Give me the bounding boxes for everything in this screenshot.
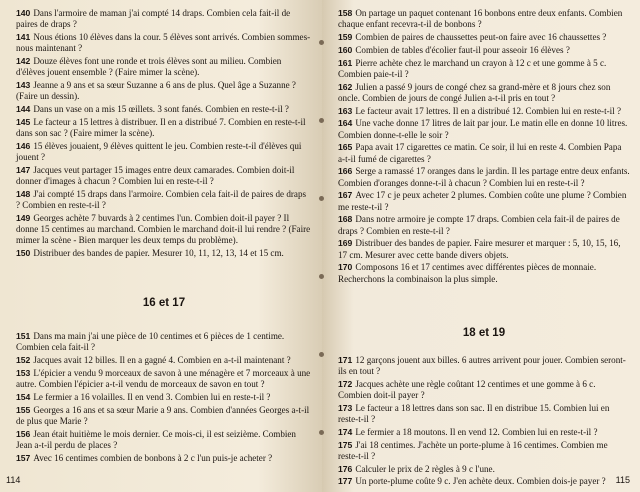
page-number-right: 115 bbox=[615, 475, 630, 485]
problem-text: Le facteur a 15 lettres à distribuer. Il en a distribué 7. Combien en reste-t-il dans son sac ? (Faire mimer la scène). bbox=[16, 116, 306, 138]
right-problems-top bbox=[338, 8, 630, 285]
problem-text: Une vache donne 17 litres de lait par jour. Le matin elle en donne 10 litres. Combien donne-t-elle le soir ? bbox=[338, 118, 628, 140]
problem-number: 169 bbox=[338, 238, 353, 249]
problem-151 bbox=[16, 331, 312, 353]
right-page bbox=[322, 0, 640, 492]
problem-140 bbox=[16, 8, 312, 30]
problem-text: Julien a passé 9 jours de congé chez sa grand-mère et 8 jours chez son oncle. Combien de jours de congé Julien a-t-il pris en tout ? bbox=[338, 81, 611, 103]
problem-text: Jacques achète une règle coûtant 12 centimes et une gomme à 6 c. Combien doit-il payer ? bbox=[338, 378, 596, 400]
problem-number: 142 bbox=[16, 56, 31, 66]
problem-number: 140 bbox=[16, 8, 31, 18]
problem-number: 144 bbox=[16, 104, 31, 114]
problem-text: Dans notre armoire je compte 17 draps. Combien cela fait-il de paires de draps ? Combien en reste-t-il ? bbox=[338, 214, 620, 236]
problem-text: Le facteur a 18 lettres dans son sac. Il en distribue 15. Combien lui en reste-t-il ? bbox=[338, 402, 610, 424]
problem-147 bbox=[16, 165, 312, 187]
problem-142 bbox=[16, 56, 312, 78]
problem-144 bbox=[16, 104, 312, 115]
stitch-hole bbox=[319, 352, 324, 357]
problem-149 bbox=[16, 213, 312, 247]
problem-166 bbox=[338, 166, 630, 188]
problem-text: Avec 17 c je peux acheter 2 plumes. Combien coûte une plume ? Combien me reste-t-il ? bbox=[338, 190, 627, 212]
stitch-hole bbox=[319, 430, 324, 435]
section-title-18-19: 18 et 19 bbox=[462, 326, 506, 339]
problem-number: 159 bbox=[338, 32, 353, 42]
problem-text: Le fermier a 16 volailles. Il en vend 3. Combien lui en reste-t-il ? bbox=[33, 392, 271, 402]
problem-165 bbox=[338, 142, 630, 164]
stitch-hole bbox=[319, 118, 324, 123]
problem-text: J'ai compté 15 draps dans l'armoire. Combien cela fait-il de paires de draps ? Combien en reste-t-il ? bbox=[16, 188, 307, 210]
problem-number: 161 bbox=[338, 57, 353, 68]
problem-text: Dans un vase on a mis 15 œillets. 3 sont fanés. Combien en reste-t-il ? bbox=[33, 104, 289, 114]
problem-number: 143 bbox=[16, 80, 31, 90]
problem-number: 163 bbox=[338, 105, 353, 116]
problem-164 bbox=[338, 118, 630, 140]
problem-text: Dans l'armoire de maman j'ai compté 14 draps. Combien cela fait-il de paires de draps ? bbox=[16, 8, 291, 30]
problem-157 bbox=[16, 453, 312, 464]
problem-number: 165 bbox=[338, 142, 353, 153]
problem-167 bbox=[338, 190, 630, 212]
problem-number: 154 bbox=[16, 392, 31, 402]
problem-text: Combien de tables d'écolier faut-il pour asseoir 16 élèves ? bbox=[355, 44, 570, 55]
problem-number: 158 bbox=[338, 8, 353, 18]
problem-text: Papa avait 17 cigarettes ce matin. Ce soir, il lui en reste 4. Combien Papa a-t-il fumé de cigarettes ? bbox=[338, 142, 622, 164]
problem-number: 148 bbox=[16, 188, 31, 199]
problem-number: 164 bbox=[338, 118, 353, 129]
problem-154 bbox=[16, 392, 312, 403]
left-problems-top bbox=[16, 8, 312, 259]
problem-177 bbox=[338, 476, 630, 487]
problem-text: Pierre achète chez le marchand un crayon à 12 c et une gomme à 5 c. Combien paie-t-il ? bbox=[338, 57, 607, 79]
problem-number: 168 bbox=[338, 214, 353, 225]
problem-number: 160 bbox=[338, 44, 353, 55]
problem-text: Distribuer des bandes de papier. Mesurer 10, 11, 12, 13, 14 et 15 cm. bbox=[33, 248, 284, 258]
problem-number: 155 bbox=[16, 404, 31, 415]
page-number-left: 114 bbox=[6, 475, 21, 485]
problem-173 bbox=[338, 403, 630, 425]
problem-text: L'épicier a vendu 9 morceaux de savon à une ménagère et 7 morceaux à une autre. Combien l'épicier a-t-il vendu de morceaux de savon en tout ? bbox=[16, 368, 311, 390]
problem-number: 166 bbox=[338, 166, 353, 177]
problem-169 bbox=[338, 238, 630, 260]
problem-150 bbox=[16, 248, 312, 259]
problem-text: Le fermier a 18 moutons. Il en vend 12. Combien lui en reste-t-il ? bbox=[355, 426, 598, 437]
problem-168 bbox=[338, 214, 630, 236]
problem-text: Combien de paires de chaussettes peut-on faire avec 16 chaussettes ? bbox=[355, 32, 607, 42]
problem-160 bbox=[338, 45, 630, 56]
problem-text: Georges achète 7 buvards à 2 centimes l'un. Combien doit-il payer ? Il donne 15 centimes au marchand. Combien le marchand doit-il lui rendre ? (Faire mimer la scène - Bien marquer les deux temps du problème). bbox=[16, 212, 311, 246]
section-title-16-17: 16 et 17 bbox=[142, 297, 186, 310]
problem-141 bbox=[16, 32, 312, 54]
stitch-hole bbox=[319, 274, 324, 279]
problem-text: Jeanne a 9 ans et sa sœur Suzanne a 6 ans de plus. Quel âge a Suzanne ? (Faire un dessin). bbox=[16, 80, 296, 102]
stitch-hole bbox=[319, 40, 324, 45]
problem-text: J'ai 18 centimes. J'achète un porte-plume à 16 centimes. Combien me reste-t-il ? bbox=[338, 439, 608, 461]
problem-172 bbox=[338, 379, 630, 401]
problem-163 bbox=[338, 106, 630, 117]
problem-number: 156 bbox=[16, 428, 31, 439]
problem-148 bbox=[16, 189, 312, 211]
problem-text: Avec 16 centimes combien de bonbons à 2 c l'un puis-je acheter ? bbox=[33, 452, 273, 463]
problem-text: On partage un paquet contenant 16 bonbons entre deux enfants. Combien chaque enfant recevra-t-il de bonbons ? bbox=[338, 8, 623, 30]
problem-152 bbox=[16, 355, 312, 366]
problem-text: Calculer le prix de 2 règles à 9 c l'une. bbox=[355, 463, 495, 474]
problem-text: Douze élèves font une ronde et trois élèves sont au milieu. Combien d'élèves jouent ensemble ? (Faire mimer la scène). bbox=[16, 56, 282, 78]
problem-155 bbox=[16, 405, 312, 427]
problem-number: 151 bbox=[16, 331, 31, 342]
problem-number: 172 bbox=[338, 378, 353, 389]
problem-number: 173 bbox=[338, 402, 353, 413]
problem-number: 147 bbox=[16, 164, 31, 175]
problem-number: 162 bbox=[338, 81, 353, 92]
problem-number: 141 bbox=[16, 32, 31, 42]
problem-number: 167 bbox=[338, 190, 353, 201]
problem-number: 149 bbox=[16, 212, 31, 223]
problem-number: 157 bbox=[16, 452, 31, 463]
left-problems-bottom bbox=[16, 331, 312, 464]
problem-text: Serge a ramassé 17 oranges dans le jardin. Il les partage entre deux enfants. Combien d'oranges donne-t-il à chacun ? Combien lui en reste-t-il ? bbox=[338, 166, 630, 188]
problem-145 bbox=[16, 117, 312, 139]
problem-175 bbox=[338, 440, 630, 462]
problem-143 bbox=[16, 80, 312, 102]
problem-158 bbox=[338, 8, 630, 30]
right-problems-bottom bbox=[338, 355, 630, 488]
problem-text: 12 garçons jouent aux billes. 6 autres arrivent pour jouer. Combien seront-ils en tout ? bbox=[338, 354, 626, 376]
problem-text: Georges a 16 ans et sa sœur Marie a 9 ans. Combien d'années Georges a-t-il de plus que Marie ? bbox=[16, 404, 310, 426]
problem-text: Jacques veut partager 15 images entre deux camarades. Combien doit-il donner d'images à chacun ? Combien lui en reste-t-il ? bbox=[16, 164, 295, 186]
problem-number: 145 bbox=[16, 116, 31, 127]
problem-176 bbox=[338, 464, 630, 475]
problem-number: 152 bbox=[16, 355, 31, 366]
problem-171 bbox=[338, 355, 630, 377]
problem-number: 150 bbox=[16, 248, 31, 258]
problem-159 bbox=[338, 32, 630, 43]
problem-156 bbox=[16, 429, 312, 451]
problem-146 bbox=[16, 141, 312, 163]
problem-number: 171 bbox=[338, 354, 353, 365]
problem-text: Composons 16 et 17 centimes avec différentes pièces de monnaie. Recherchons la combinaison la plus simple. bbox=[338, 262, 597, 284]
stitch-hole bbox=[319, 196, 324, 201]
problem-162 bbox=[338, 82, 630, 104]
problem-170 bbox=[338, 262, 630, 284]
problem-text: Nous étions 10 élèves dans la cour. 5 élèves sont arrivés. Combien sommes-nous maintenant ? bbox=[16, 32, 311, 54]
problem-number: 176 bbox=[338, 463, 353, 474]
problem-number: 153 bbox=[16, 368, 31, 378]
problem-number: 175 bbox=[338, 439, 353, 450]
problem-number: 170 bbox=[338, 262, 353, 273]
problem-number: 177 bbox=[338, 476, 353, 487]
problem-number: 146 bbox=[16, 140, 31, 151]
problem-174 bbox=[338, 427, 630, 438]
problem-text: Dans ma main j'ai une pièce de 10 centimes et 6 pièces de 1 centime. Combien cela fait-il ? bbox=[16, 331, 285, 353]
binding-stitch-holes bbox=[318, 0, 326, 492]
problem-text: Un porte-plume coûte 9 c. J'en achète deux. Combien dois-je payer ? bbox=[355, 476, 606, 487]
problem-number: 174 bbox=[338, 426, 353, 437]
problem-text: Jean était huitième le mois dernier. Ce mois-ci, il est seizième. Combien Jean a-t-il perdu de places ? bbox=[16, 428, 296, 450]
problem-text: Jacques avait 12 billes. Il en a gagné 4. Combien en a-t-il maintenant ? bbox=[33, 355, 291, 366]
problem-153 bbox=[16, 368, 312, 390]
problem-161 bbox=[338, 58, 630, 80]
problem-text: Distribuer des bandes de papier. Faire mesurer et marquer : 5, 10, 15, 16, 17 cm. Mesurer avec cette bande divers objets. bbox=[338, 238, 621, 260]
problem-text: Le facteur avait 17 lettres. Il en a distribué 12. Combien lui en reste-t-il ? bbox=[355, 105, 621, 116]
problem-text: 15 élèves jouaient, 9 élèves quittent le jeu. Combien reste-t-il d'élèves qui jouent ? bbox=[16, 140, 302, 162]
